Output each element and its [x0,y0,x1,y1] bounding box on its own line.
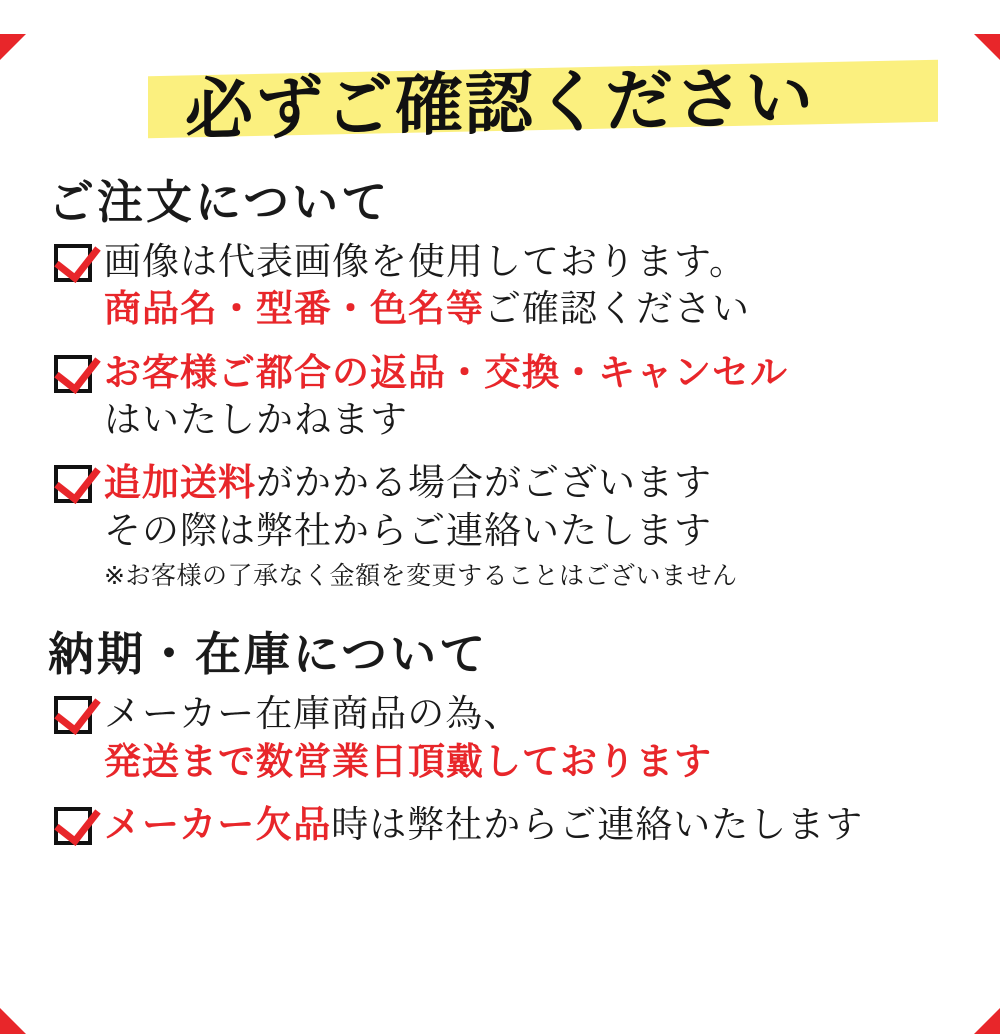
list-item-line [104,801,960,848]
list-item-line [104,459,960,506]
list-item-text [104,349,960,444]
list-item-line: お客様ご都合の返品・交換・キャンセル [104,350,788,394]
emphasis-red: 追加送料 [104,461,256,505]
list-item-text [104,690,960,785]
list-item-note: ※お客様の了承なく金額を変更することはございません [104,561,738,591]
emphasis-black: がかかる場合がございます [256,461,712,505]
checkbox-checked-icon [54,244,92,282]
list-item-text [104,801,960,848]
corner-decoration-bottom-right [974,1008,1000,1034]
list-item [54,349,960,444]
emphasis-red: 商品名・型番・色名等 [104,287,484,331]
corner-decoration-bottom-left [0,1008,26,1034]
list-item [54,801,960,848]
checkbox-checked-icon [54,696,92,734]
checkbox-checked-icon [54,355,92,393]
list-item-line: はいたしかねます [104,398,408,442]
section-heading-orders: ご注文について [48,175,391,229]
page-title: 必ずご確認ください [184,58,815,151]
list-item-line [104,285,960,332]
checkbox-checked-icon [54,807,92,845]
list-item [54,459,960,592]
list-item-line: 画像は代表画像を使用しております。 [104,240,748,283]
list-item-text [104,238,960,333]
corner-decoration-top-left [0,34,26,60]
emphasis-black: 時は弊社からご連絡いたします [331,802,864,846]
list-item-line: 発送まで数営業日頂戴しております [104,739,712,783]
checkbox-checked-icon [54,465,92,503]
section-heading-delivery: 納期・在庫について [48,627,489,682]
emphasis-black: ご確認ください [484,287,750,331]
list-item-line: その際は弊社からご連絡いたします [104,508,712,552]
title-banner [40,34,960,152]
list-item-line: メーカー在庫商品の為、 [104,692,522,736]
list-item [54,690,960,785]
emphasis-red: メーカー欠品 [104,802,332,846]
list-item-text [104,459,960,592]
list-item [54,238,960,333]
notice-page [0,34,1000,1034]
